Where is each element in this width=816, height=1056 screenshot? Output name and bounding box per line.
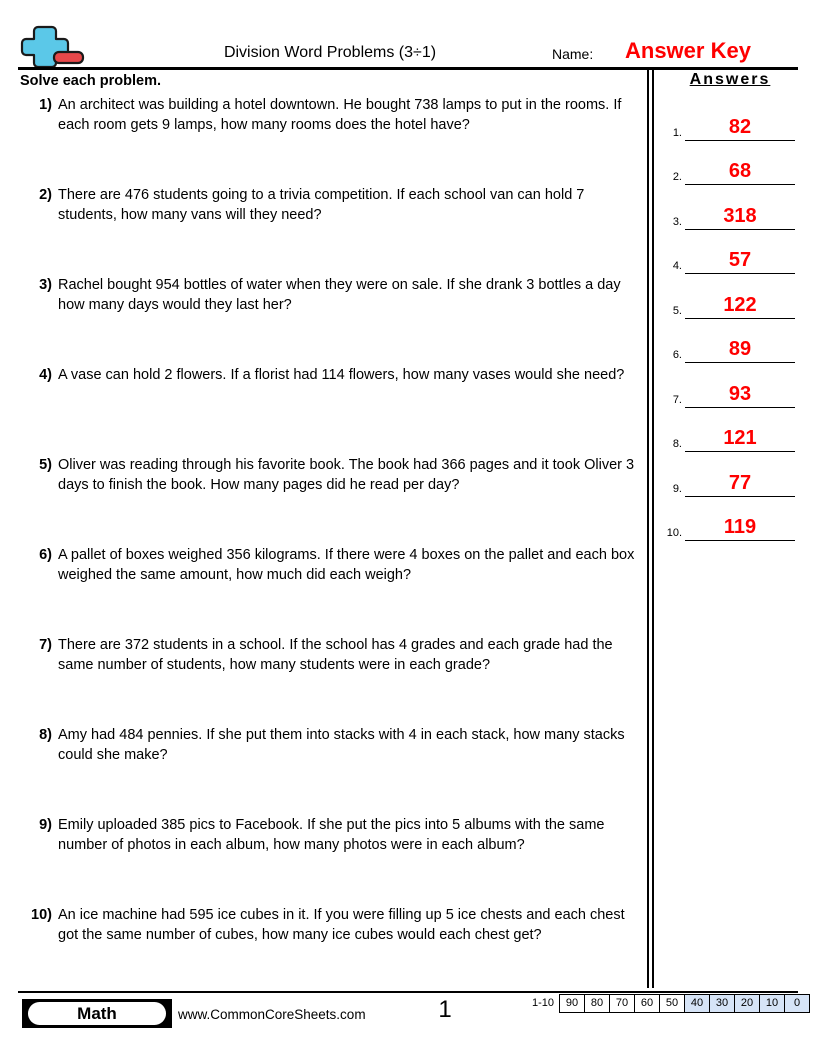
problem-item xyxy=(20,726,645,816)
subject-badge-label: Math xyxy=(28,1002,166,1025)
page-number: 1 xyxy=(438,996,452,1023)
problem-item xyxy=(20,96,645,186)
problem-item xyxy=(20,546,645,636)
problem-text: Amy had 484 pennies. If she put them into stacks with 4 in each stack, how many stacks could she make? xyxy=(58,727,625,763)
score-box: 80 xyxy=(585,995,610,1012)
answer-key-label: Answer Key xyxy=(625,38,751,63)
answer-number: 9. xyxy=(672,482,682,495)
score-box: 40 xyxy=(685,995,710,1012)
answer-blank-line xyxy=(685,451,795,452)
problem-text: A vase can hold 2 flowers. If a florist had 114 flowers, how many vases would she need? xyxy=(58,367,625,383)
answers-heading: Answers xyxy=(689,71,771,88)
problem-number: 6) xyxy=(39,547,52,563)
answer-value: 119 xyxy=(723,516,757,538)
answer-row xyxy=(658,505,808,550)
answer-row xyxy=(658,327,808,372)
footer-divider xyxy=(18,991,798,993)
problem-item xyxy=(20,636,645,726)
problem-number: 7) xyxy=(39,637,52,653)
problem-item xyxy=(20,816,645,906)
worksheet-header xyxy=(0,0,816,68)
answer-number: 8. xyxy=(672,438,682,450)
answer-number: 2. xyxy=(672,171,682,183)
answer-blank-line xyxy=(685,496,795,497)
answer-row xyxy=(658,193,808,238)
answer-blank-line xyxy=(685,540,795,541)
site-url: www.CommonCoreSheets.com xyxy=(178,1007,366,1022)
answer-number: 5. xyxy=(672,304,682,317)
answer-row xyxy=(658,149,808,194)
problem-number: 1) xyxy=(39,97,52,113)
answer-number: 10. xyxy=(666,527,682,539)
answer-row xyxy=(658,460,808,505)
problem-text: An architect was building a hotel downtown. He bought 738 lamps to put in the rooms. If each room gets 9 lamps, how many rooms does the hotel have? xyxy=(58,97,622,133)
answers-list xyxy=(658,104,808,549)
answer-value: 89 xyxy=(728,338,752,360)
score-box: 90 xyxy=(560,995,585,1012)
plus-minus-logo-icon xyxy=(18,23,88,68)
page-title: Division Word Problems (3÷1) xyxy=(223,44,437,61)
answer-row xyxy=(658,104,808,149)
answer-value: 93 xyxy=(728,382,752,405)
problem-item xyxy=(20,906,645,996)
problem-item xyxy=(20,456,645,546)
problem-list xyxy=(20,96,645,996)
score-box: 20 xyxy=(735,995,760,1012)
answer-value: 77 xyxy=(728,471,752,494)
problem-number: 10) xyxy=(31,907,52,923)
answer-value: 318 xyxy=(723,204,757,227)
problem-number: 4) xyxy=(39,367,52,383)
answer-value: 122 xyxy=(723,293,757,316)
answer-blank-line xyxy=(685,407,795,408)
problem-item xyxy=(20,366,645,456)
answer-number: 1. xyxy=(672,126,682,139)
score-box: 30 xyxy=(710,995,735,1012)
answer-value: 82 xyxy=(728,115,752,138)
problem-text: Oliver was reading through his favorite book. The book had 366 pages and it took Oliver 3 days to finish the book. How many pages did he read per day? xyxy=(58,457,635,493)
problem-number: 8) xyxy=(39,727,52,743)
answer-blank-line xyxy=(685,229,795,230)
problem-number: 9) xyxy=(39,817,52,833)
problem-number: 2) xyxy=(39,187,52,203)
problem-text: An ice machine had 595 ice cubes in it. If you were filling up 5 ice chests and each chest got the same number of cubes, how many ice cubes would each chest get? xyxy=(58,907,625,943)
column-divider-left xyxy=(647,68,649,988)
problem-text: There are 372 students in a school. If the school has 4 grades and each grade had the same number of students, how many students were in each grade? xyxy=(58,637,613,673)
score-box: 10 xyxy=(760,995,785,1012)
answer-number: 4. xyxy=(672,260,682,272)
problem-item xyxy=(20,186,645,276)
answer-blank-line xyxy=(685,318,795,319)
answer-blank-line xyxy=(685,273,795,274)
problem-number: 3) xyxy=(39,277,52,293)
answer-number: 6. xyxy=(672,349,682,361)
answer-blank-line xyxy=(685,140,795,141)
problem-item xyxy=(20,276,645,366)
problem-text: A pallet of boxes weighed 356 kilograms. If there were 4 boxes on the pallet and each box weighed the same amount, how much did each weigh? xyxy=(58,547,635,583)
instructions-text: Solve each problem. xyxy=(20,73,162,89)
answer-blank-line xyxy=(685,184,795,185)
answer-row xyxy=(658,238,808,283)
answer-row xyxy=(658,416,808,461)
name-label: Name: xyxy=(552,46,594,62)
answer-number: 3. xyxy=(672,215,682,228)
problem-text: Emily uploaded 385 pics to Facebook. If she put the pics into 5 albums with the same number of photos in each album, how many photos were in each album? xyxy=(58,817,605,853)
column-divider-right xyxy=(652,68,654,988)
problem-number: 5) xyxy=(39,457,52,473)
score-box: 70 xyxy=(610,995,635,1012)
answer-number: 7. xyxy=(672,393,682,406)
score-box: 50 xyxy=(660,995,685,1012)
score-range-label: 1-10 xyxy=(532,997,555,1009)
answer-blank-line xyxy=(685,362,795,363)
score-scale xyxy=(532,994,810,1013)
answer-value: 68 xyxy=(728,160,752,182)
problem-text: Rachel bought 954 bottles of water when they were on sale. If she drank 3 bottles a day how many days would they last her? xyxy=(58,277,621,313)
subject-badge xyxy=(22,999,172,1028)
score-box: 0 xyxy=(785,995,809,1012)
answer-value: 121 xyxy=(723,427,757,449)
problem-text: There are 476 students going to a trivia competition. If each school van can hold 7 students, how many vans will they need? xyxy=(58,187,585,223)
answer-row xyxy=(658,282,808,327)
score-box-row xyxy=(559,994,810,1013)
answer-value: 57 xyxy=(728,249,752,271)
score-box: 60 xyxy=(635,995,660,1012)
answer-row xyxy=(658,371,808,416)
